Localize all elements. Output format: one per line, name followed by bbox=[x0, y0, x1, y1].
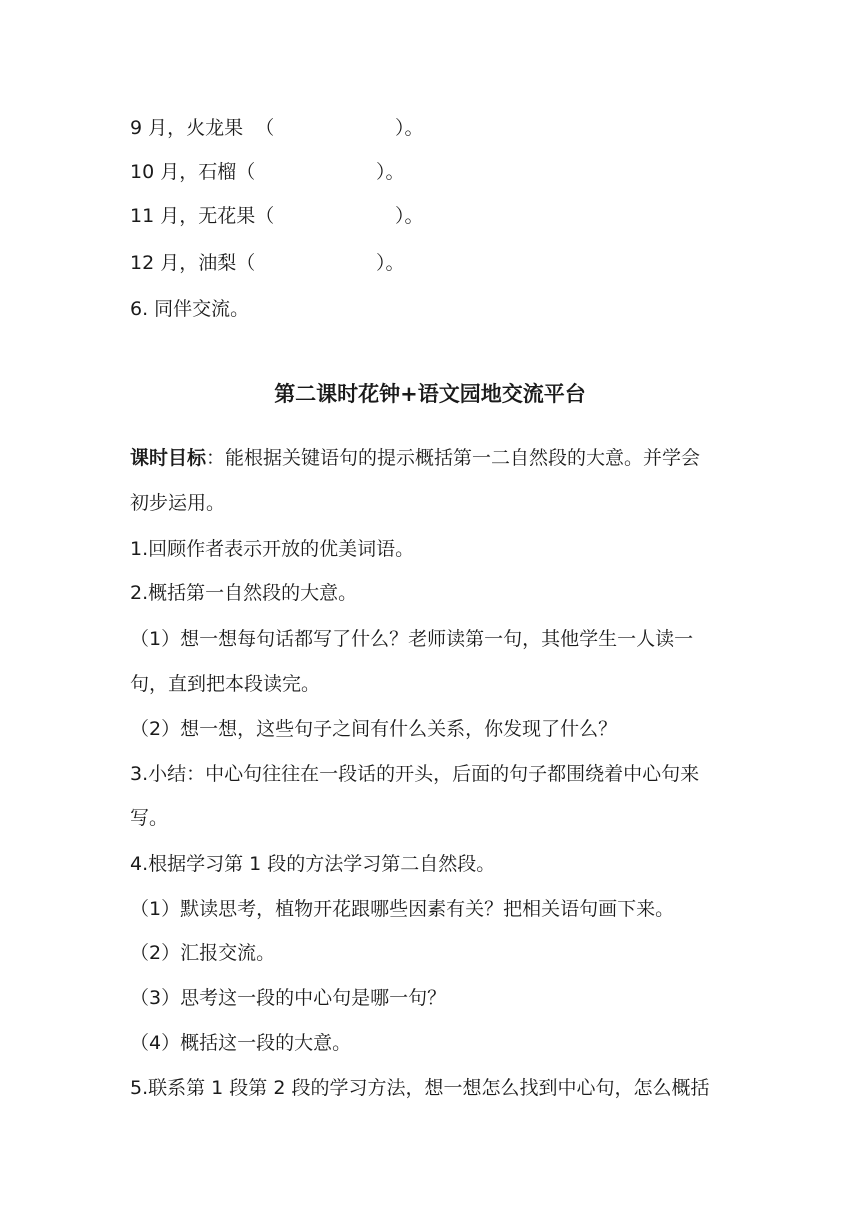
fill-line-november: 11 月，无花果（ ）。 bbox=[130, 205, 424, 227]
step-2-sub-1: （1）想一想每句话都写了什么？老师读第一句，其他学生一人读一 bbox=[130, 628, 694, 650]
step-3-continued: 写。 bbox=[130, 807, 169, 829]
fill-line-december: 12 月，油梨（ ）。 bbox=[130, 252, 405, 274]
goal-paragraph bbox=[130, 446, 700, 470]
step-4-sub-3: （3）思考这一段的中心句是哪一句？ bbox=[130, 987, 447, 1009]
step-2: 2.概括第一自然段的大意。 bbox=[130, 582, 358, 604]
fill-line-october: 10 月，石榴（ ）。 bbox=[130, 161, 405, 183]
item-6: 6. 同伴交流。 bbox=[130, 298, 250, 320]
step-3: 3.小结：中心句往往在一段话的开头，后面的句子都围绕着中心句来 bbox=[130, 763, 700, 785]
fill-line-september: 9 月，火龙果 （ ）。 bbox=[130, 117, 424, 139]
goal-text: ：能根据关键语句的提示概括第一二自然段的大意。并学会 bbox=[206, 447, 701, 469]
step-4-sub-4: （4）概括这一段的大意。 bbox=[130, 1032, 352, 1054]
step-2-sub-2: （2）想一想，这些句子之间有什么关系，你发现了什么？ bbox=[130, 718, 618, 740]
step-2-sub-1-continued: 句，直到把本段读完。 bbox=[130, 673, 321, 695]
step-5: 5.联系第 1 段第 2 段的学习方法，想一想怎么找到中心句，怎么概括 bbox=[130, 1077, 710, 1099]
section-title: 第二课时花钟+语文园地交流平台 bbox=[274, 382, 586, 406]
goal-text-continued: 初步运用。 bbox=[130, 492, 226, 514]
step-1: 1.回顾作者表示开放的优美词语。 bbox=[130, 538, 415, 560]
step-4-sub-1: （1）默读思考，植物开花跟哪些因素有关？把相关语句画下来。 bbox=[130, 898, 675, 920]
step-4-sub-2: （2）汇报交流。 bbox=[130, 942, 276, 964]
step-4: 4.根据学习第 1 段的方法学习第二自然段。 bbox=[130, 853, 496, 875]
goal-label: 课时目标 bbox=[130, 447, 207, 469]
